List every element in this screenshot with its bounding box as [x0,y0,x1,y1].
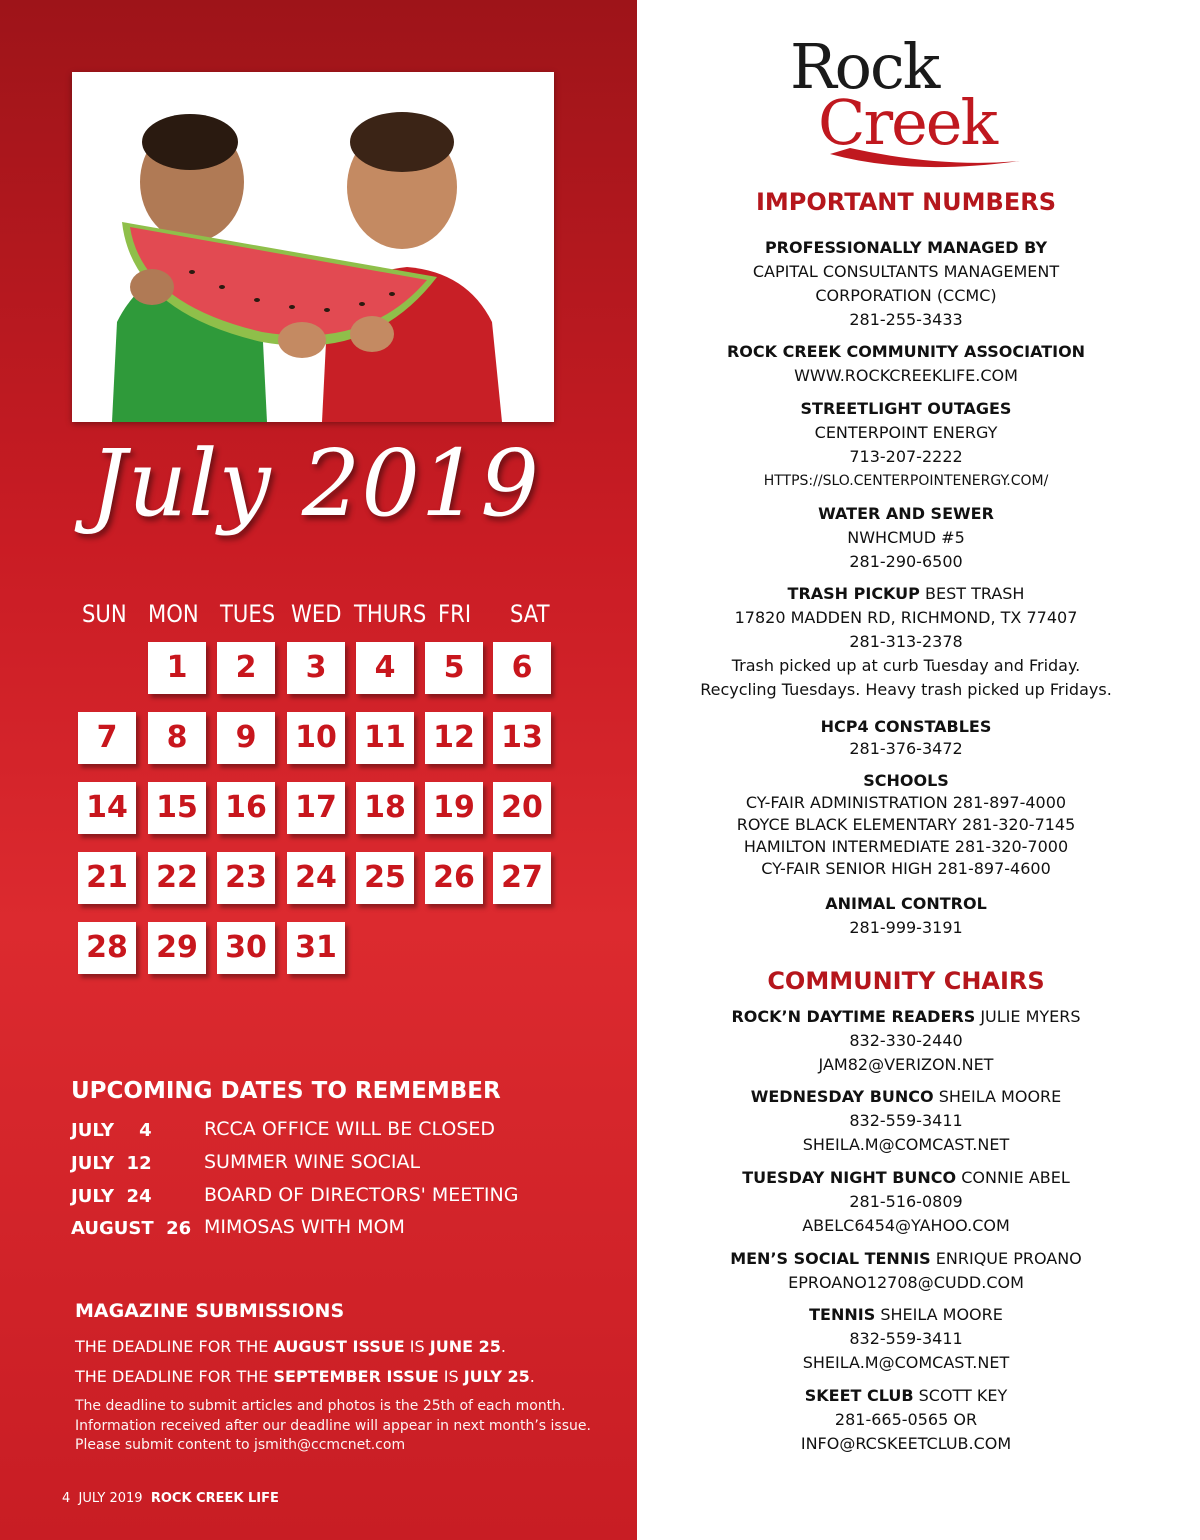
photo-illustration [72,72,554,422]
deadline-date: JULY 25 [463,1367,530,1386]
block-line: CY-FAIR ADMINISTRATION 281-897-4000 [745,793,1067,812]
rock-creek-logo [790,36,1030,176]
calendar-day-29: 29 [148,922,206,974]
event-date: JULY 12 [71,1153,152,1174]
calendar-day-26: 26 [425,852,483,904]
calendar-day-20: 20 [493,782,551,834]
block-line: SHEILA.M@COMCAST.NET [802,1135,1010,1154]
deadline-text: IS [404,1337,430,1356]
block-line: 832-559-3411 [849,1329,963,1348]
block-line: 17820 MADDEN RD, RICHMOND, TX 77407 [734,608,1078,627]
block-line: 832-330-2440 [849,1031,963,1050]
magazine-submissions-title: MAGAZINE SUBMISSIONS [75,1300,345,1322]
block-line: HAMILTON INTERMEDIATE 281-320-7000 [743,837,1069,856]
calendar-day-6: 6 [493,642,551,694]
rcca-block [650,340,1162,388]
wednesday-bunco-block [650,1085,1162,1157]
photo-boys-watermelon [72,72,554,422]
schools-block [650,770,1162,880]
readers-block [650,1005,1162,1077]
block-line: ROYCE BLACK ELEMENTARY 281-320-7145 [736,815,1076,834]
important-numbers-title: IMPORTANT NUMBERS [755,188,1056,216]
block-line: 281-313-2378 [849,632,963,651]
constables-block [650,716,1162,760]
event-description: BOARD OF DIRECTORS' MEETING [204,1184,519,1206]
block-heading: WATER AND SEWER [818,504,994,523]
block-line: CENTERPOINT ENERGY [814,423,998,442]
calendar-day-3: 3 [287,642,345,694]
deadline-text: IS [438,1367,464,1386]
block-line: HTTPS://SLO.CENTERPOINTENERGY.COM/ [763,473,1049,489]
upcoming-dates-title: UPCOMING DATES TO REMEMBER [71,1078,501,1104]
weekday-label: WED [291,600,342,628]
chair-name: SHEILA MOORE [875,1305,1003,1324]
svg-text:Rock: Rock [790,36,939,103]
water-sewer-block [650,502,1162,574]
tuesday-bunco-block [650,1166,1162,1238]
weekday-label: FRI [438,600,472,628]
block-heading: ROCK’N DAYTIME READERS [731,1007,976,1026]
community-chairs-title: COMMUNITY CHAIRS [767,967,1045,995]
calendar-day-28: 28 [78,922,136,974]
block-line: WWW.ROCKCREEKLIFE.COM [794,366,1018,385]
deadline-august [75,1337,506,1356]
calendar-day-12: 12 [425,712,483,764]
block-heading: SCHOOLS [863,771,949,790]
calendar-day-30: 30 [217,922,275,974]
svg-text:Creek: Creek [818,86,997,159]
event-description: SUMMER WINE SOCIAL [204,1151,421,1173]
submission-note-line: The deadline to submit articles and photos is the 25th of each month. [75,1398,566,1414]
block-heading: HCP4 CONSTABLES [820,717,992,736]
event-date: JULY 24 [71,1186,152,1207]
block-line: 281-516-0809 [849,1192,963,1211]
trash-pickup-block [650,582,1162,702]
block-line: EPROANO12708@CUDD.COM [788,1273,1024,1292]
calendar-day-24: 24 [287,852,345,904]
block-line: 281-255-3433 [849,310,963,329]
block-heading: STREETLIGHT OUTAGES [800,399,1012,418]
weekday-label: THURS [354,600,427,628]
calendar-day-23: 23 [217,852,275,904]
chair-name: JULIE MYERS [975,1007,1081,1026]
block-heading: TENNIS [809,1305,876,1324]
block-line: 281-376-3472 [849,739,963,758]
block-line: SHEILA.M@COMCAST.NET [802,1353,1010,1372]
page-footer [62,1491,279,1506]
calendar-day-18: 18 [356,782,414,834]
skeet-club-block [650,1384,1162,1456]
block-line: CAPITAL CONSULTANTS MANAGEMENT [752,262,1060,281]
chair-name: ENRIQUE PROANO [930,1249,1082,1268]
calendar-day-1: 1 [148,642,206,694]
calendar-day-8: 8 [148,712,206,764]
block-heading: ANIMAL CONTROL [825,894,987,913]
chair-name: CONNIE ABEL [956,1168,1070,1187]
deadline-issue: SEPTEMBER ISSUE [273,1367,439,1386]
block-line: CY-FAIR SENIOR HIGH 281-897-4600 [761,859,1051,878]
calendar-day-15: 15 [148,782,206,834]
block-heading: TRASH PICKUP [787,584,920,603]
block-line: 832-559-3411 [849,1111,963,1130]
weekday-label: MON [148,600,199,628]
block-line: 281-665-0565 OR [834,1410,978,1429]
block-heading: SKEET CLUB [804,1386,914,1405]
calendar-day-25: 25 [356,852,414,904]
block-heading: ROCK CREEK COMMUNITY ASSOCIATION [726,342,1086,361]
block-line: 281-290-6500 [849,552,963,571]
submission-note [75,1397,615,1456]
deadline-text: . [529,1367,535,1386]
event-description: RCCA OFFICE WILL BE CLOSED [204,1118,496,1140]
weekday-label: TUES [220,600,276,628]
block-heading: PROFESSIONALLY MANAGED BY [764,238,1048,257]
block-line: JAM82@VERIZON.NET [818,1055,994,1074]
chair-name: SCOTT KEY [913,1386,1008,1405]
block-line: NWHCMUD #5 [847,528,965,547]
deadline-september [75,1367,535,1386]
calendar-day-11: 11 [356,712,414,764]
weekday-label: SAT [510,600,550,628]
calendar-day-16: 16 [217,782,275,834]
calendar-month-title: July 2019 [90,430,540,537]
event-date: JULY 4 [71,1120,152,1141]
block-heading: MEN’S SOCIAL TENNIS [730,1249,931,1268]
block-heading: TUESDAY NIGHT BUNCO [742,1168,957,1187]
calendar-day-13: 13 [493,712,551,764]
calendar-day-4: 4 [356,642,414,694]
page-number: 4 [62,1491,71,1506]
submission-note-line: Information received after our deadline will appear in next month’s issue. [75,1417,591,1434]
deadline-date: JUNE 25 [429,1337,501,1356]
streetlight-block [650,397,1162,493]
block-line: INFO@RCSKEETCLUB.COM [800,1434,1012,1453]
block-heading: WEDNESDAY BUNCO [750,1087,934,1106]
tennis-block [650,1303,1162,1375]
calendar-day-17: 17 [287,782,345,834]
block-line: ABELC6454@YAHOO.COM [802,1216,1010,1235]
calendar-day-21: 21 [78,852,136,904]
issue-date: JULY 2019 [78,1491,143,1506]
calendar-day-19: 19 [425,782,483,834]
managed-by-block [650,236,1162,332]
calendar-day-5: 5 [425,642,483,694]
calendar-day-2: 2 [217,642,275,694]
deadline-issue: AUGUST ISSUE [273,1337,405,1356]
chair-name: SHEILA MOORE [933,1087,1062,1106]
weekday-label: SUN [82,600,127,628]
block-line: 281-999-3191 [849,918,963,937]
block-line: Trash picked up at curb Tuesday and Friday. [731,656,1081,675]
animal-control-block [650,892,1162,940]
block-line: 713-207-2222 [849,447,963,466]
event-date: AUGUST 26 [71,1218,192,1239]
calendar-day-31: 31 [287,922,345,974]
calendar-day-22: 22 [148,852,206,904]
calendar-day-10: 10 [287,712,345,764]
calendar-day-14: 14 [78,782,136,834]
event-description: MIMOSAS WITH MOM [204,1216,405,1238]
block-line: Recycling Tuesdays. Heavy trash picked up Fridays. [700,680,1112,699]
deadline-text: THE DEADLINE FOR THE [75,1337,274,1356]
block-line: CORPORATION (CCMC) [815,286,997,305]
calendar-day-9: 9 [217,712,275,764]
block-provider: BEST TRASH [919,584,1025,603]
publication-name: ROCK CREEK LIFE [150,1491,279,1506]
deadline-text: . [500,1337,506,1356]
calendar-day-7: 7 [78,712,136,764]
mens-tennis-block [650,1247,1162,1295]
calendar-day-27: 27 [493,852,551,904]
submission-note-line: Please submit content to jsmith@ccmcnet.com [75,1437,406,1453]
deadline-text: THE DEADLINE FOR THE [75,1367,274,1386]
